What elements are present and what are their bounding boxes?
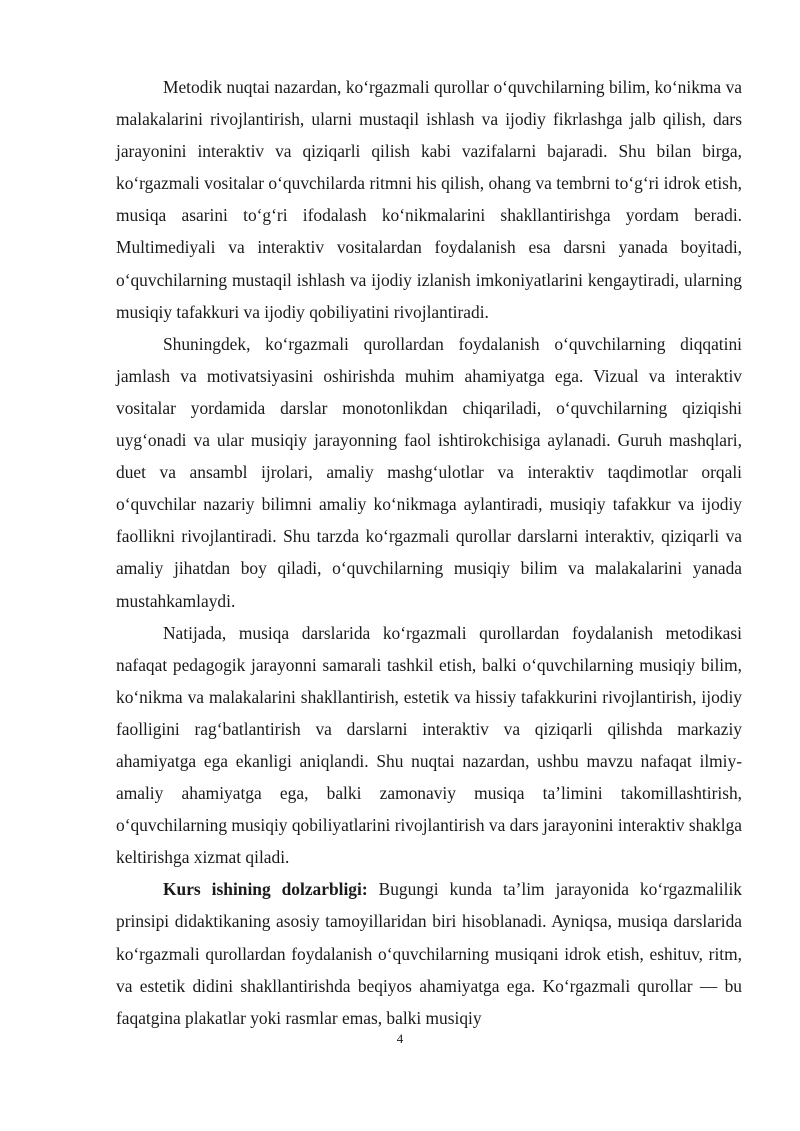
paragraph-conclusion bbox=[116, 617, 742, 874]
paragraph-attention bbox=[116, 328, 742, 617]
body-text bbox=[116, 71, 742, 1034]
page-number: 4 bbox=[396, 1031, 404, 1046]
paragraph-relevance bbox=[116, 873, 742, 1033]
paragraph-text: Natijada, musiqa darslarida ko‘rgazmali qurollardan foydalanish metodikasi nafaqat pedagogik jarayonni samarali tashkil etish, balki o‘quvchilarning musiqiy bilim, ko‘nikma va malakalarini shakllantirish, estetik va hissiy tafakkurini rivojlantirish, ijodiy faolligini rag‘batlantirish va darslarni interaktiv va qiziqarli qilishda markaziy ahamiyatga ega ekanligi aniqlandi. Shu nuqtai nazardan, ushbu mavzu nafaqat ilmiy-amaliy ahamiyatga ega, balki zamonaviy musiqa ta’limini takomillashtirish, o‘quvchilarning musiqiy qobiliyatlarini rivojlantirish va dars jarayonini interaktiv shaklga keltirishga xizmat qiladi. bbox=[116, 622, 742, 868]
paragraph-methodical bbox=[116, 71, 742, 328]
paragraph-text: Shuningdek, ko‘rgazmali qurollardan foydalanish o‘quvchilarning diqqatini jamlash va motivatsiyasini oshirishda muhim ahamiyatga ega. Vizual va interaktiv vositalar yordamida darslar monotonlikdan chiqariladi, o‘quvchilarning qiziqishi uyg‘onadi va ular musiqiy jarayonning faol ishtirokchisiga aylanadi. Guruh mashqlari, duet va ansambl ijrolari, amaliy mashg‘ulotlar va interaktiv taqdimotlar orqali o‘quvchilar nazariy bilimni amaliy ko‘nikmaga aylantiradi, musiqiy tafakkur va ijodiy faollikni rivojlantiradi. Shu tarzda ko‘rgazmali qurollar darslarni interaktiv, qiziqarli va amaliy jihatdan boy qiladi, o‘quvchilarning musiqiy bilim va malakalarini yanada mustahkamlaydi. bbox=[116, 333, 742, 611]
relevance-heading: Kurs ishining dolzarbligi: bbox=[163, 879, 368, 900]
paragraph-text: Bugungi kunda ta’lim jarayonida ko‘rgazmalilik prinsipi didaktikaning asosiy tamoyillaridan biri hisoblanadi. Ayniqsa, musiqa darslarida ko‘rgazmali qurollardan foydalanish o‘quvchilarning musiqani idrok etish, eshituv, ritm, va estetik didini shakllantirishda beqiyos ahamiyatga ega. Ko‘rgazmali qurollar — bu faqatgina plakatlar yoki rasmlar emas, balki musiqiy bbox=[116, 879, 742, 1028]
paragraph-text: Metodik nuqtai nazardan, ko‘rgazmali qurollar o‘quvchilarning bilim, ko‘nikma va malakalarini rivojlantirish, ularni mustaqil ishlash va ijodiy fikrlashga jalb qilish, dars jarayonini interaktiv va qiziqarli qilish kabi vazifalarni bajaradi. Shu bilan birga, ko‘rgazmali vositalar o‘quvchilarda ritmni his qilish, ohang va tembrni to‘g‘ri idrok etish, musiqa asarini to‘g‘ri ifodalash ko‘nikmalarini shakllantirishga yordam beradi. Multimediyali va interaktiv vositalardan foydalanish esa darsni yanada boyitadi, o‘quvchilarning mustaqil ishlash va ijodiy izlanish imkoniyatlarini kengaytiradi, ularning musiqiy tafakkuri va ijodiy qobiliyatini rivojlantiradi. bbox=[116, 77, 742, 322]
